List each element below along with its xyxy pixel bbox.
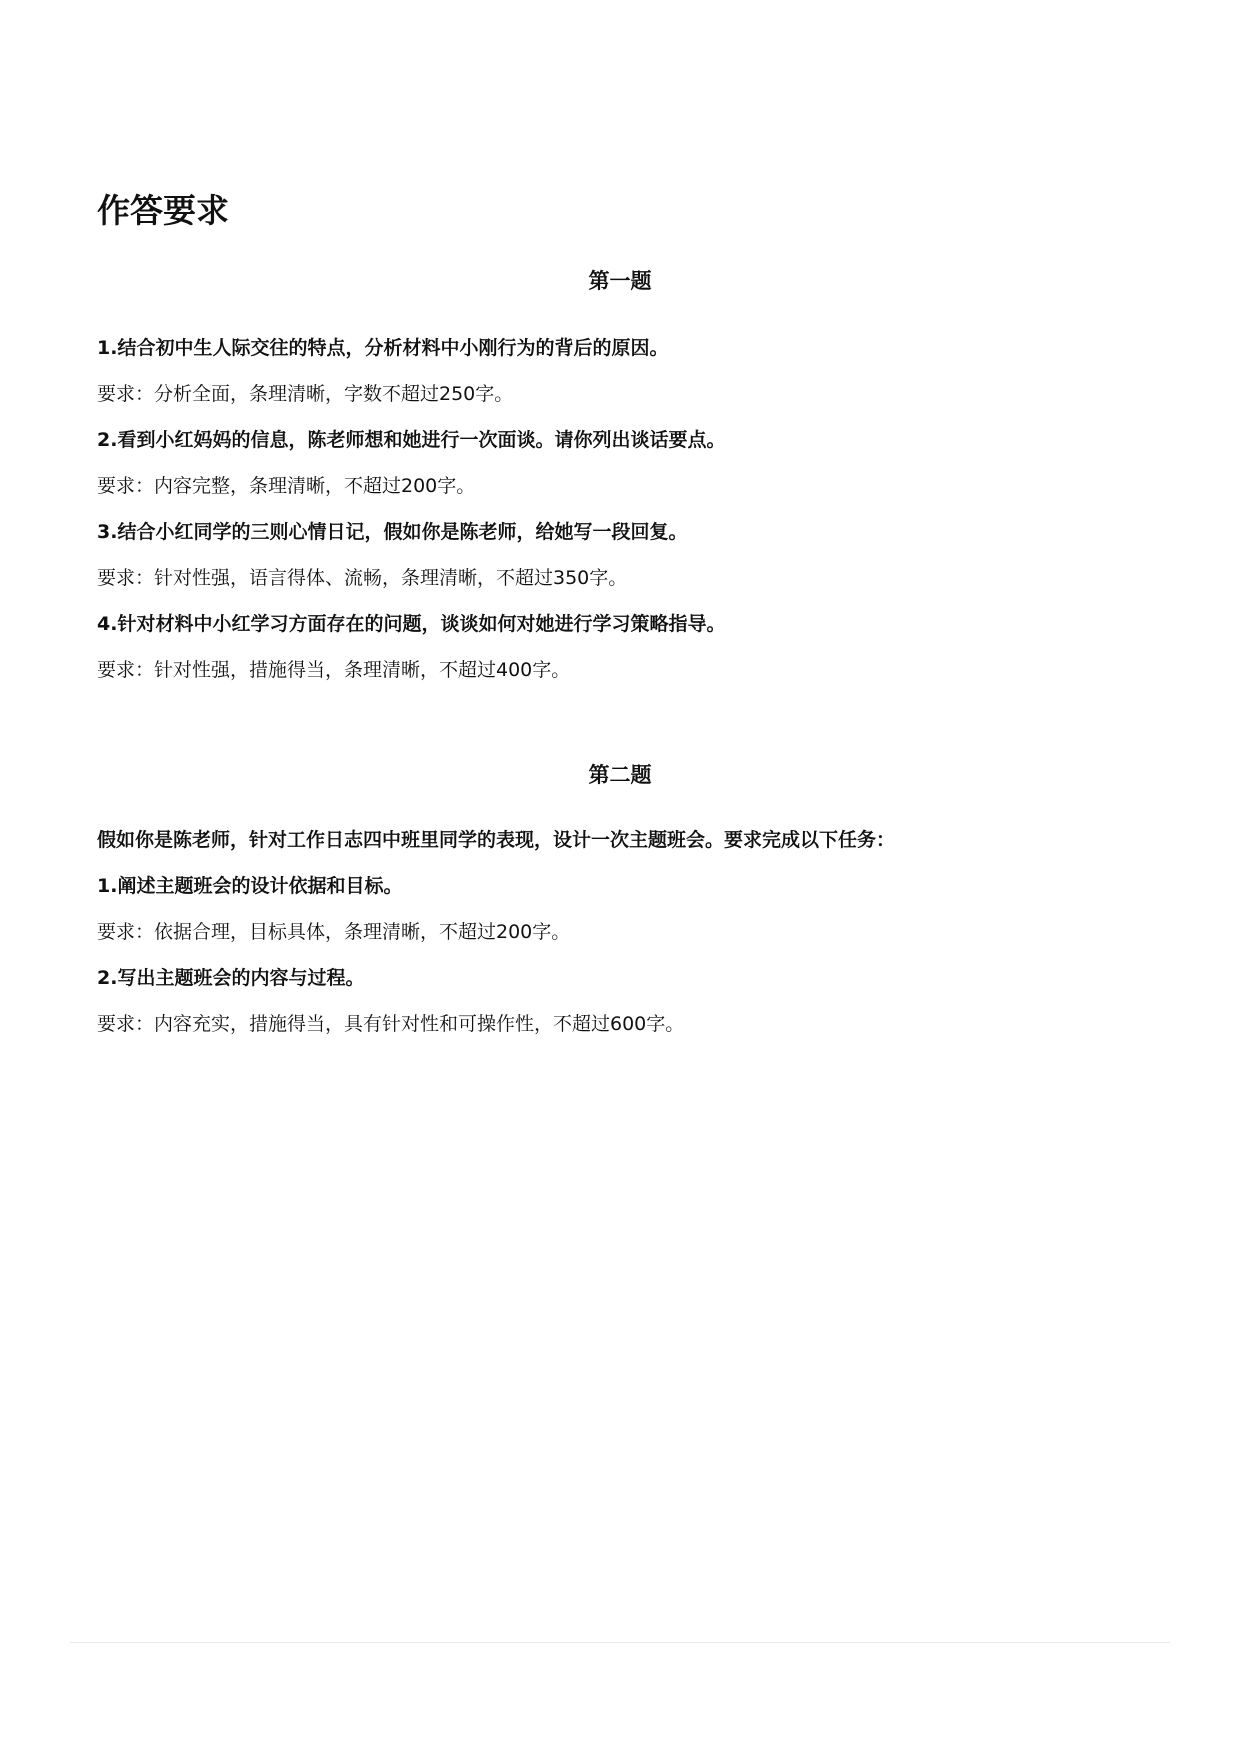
section-heading-q2: 第二题 [588, 763, 652, 787]
page-title: 作答要求 [97, 191, 229, 230]
requirement-1: 要求：分析全面，条理清晰，字数不超过250字。 [97, 383, 514, 405]
question-3: 3.结合小红同学的三则心情日记，假如你是陈老师，给她写一段回复。 [97, 521, 688, 543]
task-2-requirement: 要求：内容充实，措施得当，具有针对性和可操作性，不超过600字。 [97, 1013, 685, 1035]
requirement-3: 要求：针对性强，语言得体、流畅，条理清晰，不超过350字。 [97, 567, 628, 589]
requirement-4: 要求：针对性强，措施得当，条理清晰，不超过400字。 [97, 659, 571, 681]
question-1: 1.结合初中生人际交往的特点，分析材料中小刚行为的背后的原因。 [97, 337, 669, 359]
section-heading-q1: 第一题 [588, 269, 652, 293]
question-2: 2.看到小红妈妈的信息，陈老师想和她进行一次面谈。请你列出谈话要点。 [97, 429, 726, 451]
footer-divider [70, 1642, 1170, 1643]
task-2: 2.写出主题班会的内容与过程。 [97, 967, 365, 989]
task-intro: 假如你是陈老师，针对工作日志四中班里同学的表现，设计一次主题班会。要求完成以下任务： [97, 829, 896, 851]
requirement-2: 要求：内容完整，条理清晰，不超过200字。 [97, 475, 476, 497]
task-1-requirement: 要求：依据合理，目标具体，条理清晰，不超过200字。 [97, 921, 571, 943]
question-4: 4.针对材料中小红学习方面存在的问题，谈谈如何对她进行学习策略指导。 [97, 613, 726, 635]
task-1: 1.阐述主题班会的设计依据和目标。 [97, 875, 403, 897]
